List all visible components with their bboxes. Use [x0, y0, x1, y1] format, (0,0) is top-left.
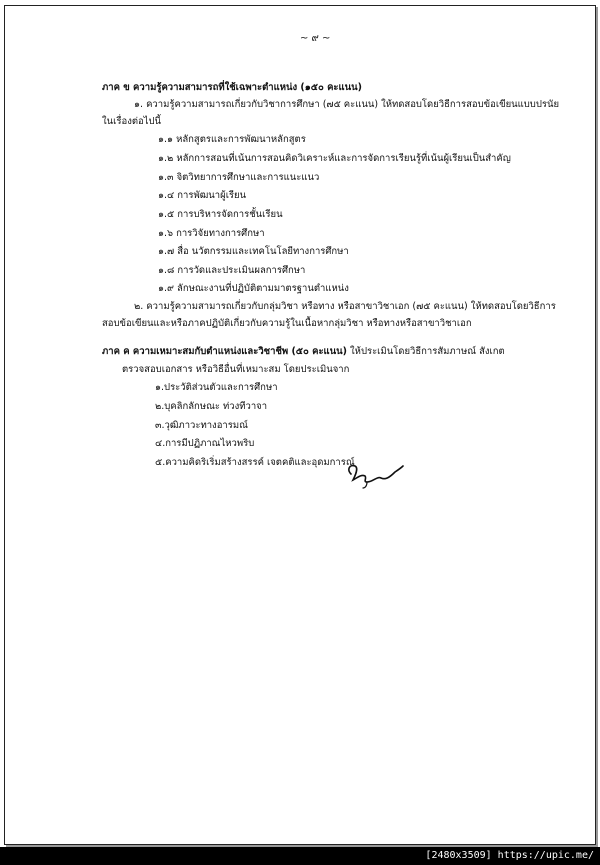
section-b-item2-line2: สอบข้อเขียนและหรือภาคปฏิบัติเกี่ยวกับความรู้ในเนื้อหากลุ่มวิชา หรือทางหรือสาขาวิชาเอก	[102, 318, 472, 329]
subitem-1-3: ๑.๓ จิตวิทยาการศึกษาและการแนะแนว	[158, 172, 320, 183]
section-c-heading: ภาค ค ความเหมาะสมกับตำแหน่งและวิชาชีพ (๕๐ คะแนน)	[102, 346, 348, 357]
section-c-item-3: ๓.วุฒิภาวะทางอารมณ์	[155, 420, 248, 431]
subitem-1-1: ๑.๑ หลักสูตรและการพัฒนาหลักสูตร	[158, 134, 306, 145]
footer-bar	[0, 847, 600, 865]
subitem-1-8: ๑.๘ การวัดและประเมินผลการศึกษา	[158, 265, 306, 276]
section-c-item-2: ๒.บุคลิกลักษณะ ท่วงทีวาจา	[155, 401, 268, 412]
subitem-1-2: ๑.๒ หลักการสอนที่เน้นการสอนคิดวิเคราะห์และการจัดการเรียนรู้ที่เน้นผู้เรียนเป็นสำคัญ	[158, 153, 511, 164]
section-b-heading: ภาค ข ความรู้ความสามารถที่ใช้เฉพาะตำแหน่ง (๑๕๐ คะแนน)	[102, 82, 362, 93]
section-b-item2-line1: ๒. ความรู้ความสามารถเกี่ยวกับกลุ่มวิชา หรือทาง หรือสาขาวิชาเอก (๗๕ คะแนน) ให้ทดสอบโดยวิธีการ	[134, 301, 556, 312]
section-b-item1-line1: ๑. ความรู้ความสามารถเกี่ยวกับวิชาการศึกษา (๗๕ คะแนน) ให้ทดสอบโดยวิธีการสอบข้อเขียนแบบปรนัย	[134, 99, 560, 110]
subitem-1-6: ๑.๖ การวิจัยทางการศึกษา	[158, 228, 265, 239]
section-c-heading-rest: ให้ประเมินโดยวิธีการสัมภาษณ์ สังเกต	[350, 346, 505, 357]
subitem-1-7: ๑.๗ สื่อ นวัตกรรมและเทคโนโลยีทางการศึกษา	[158, 246, 349, 257]
section-c-heading-row	[102, 346, 505, 358]
section-c-item-5: ๕.ความคิดริเริ่มสร้างสรรค์ เจตคติและอุดมการณ์	[155, 457, 355, 468]
signature	[345, 460, 405, 490]
section-b-item1-line2: ในเรื่องต่อไปนี้	[102, 116, 162, 127]
subitem-1-4: ๑.๔ การพัฒนาผู้เรียน	[158, 190, 247, 201]
page-number: ~ ๙ ~	[300, 33, 331, 44]
subitem-1-5: ๑.๕ การบริหารจัดการชั้นเรียน	[158, 209, 283, 220]
footer-watermark-text: [2480x3509] https://upic.me/	[425, 850, 594, 861]
document-page	[4, 5, 596, 845]
section-c-item-4: ๔.การมีปฏิภาณไหวพริบ	[155, 438, 255, 449]
subitem-1-9: ๑.๙ ลักษณะงานที่ปฏิบัติตามมาตรฐานตำแหน่ง	[158, 283, 349, 294]
section-c-line2: ตรวจสอบเอกสาร หรือวิธีอื่นที่เหมาะสม โดยประเมินจาก	[122, 364, 350, 375]
section-c-item-1: ๑.ประวัติส่วนตัวและการศึกษา	[155, 382, 278, 393]
